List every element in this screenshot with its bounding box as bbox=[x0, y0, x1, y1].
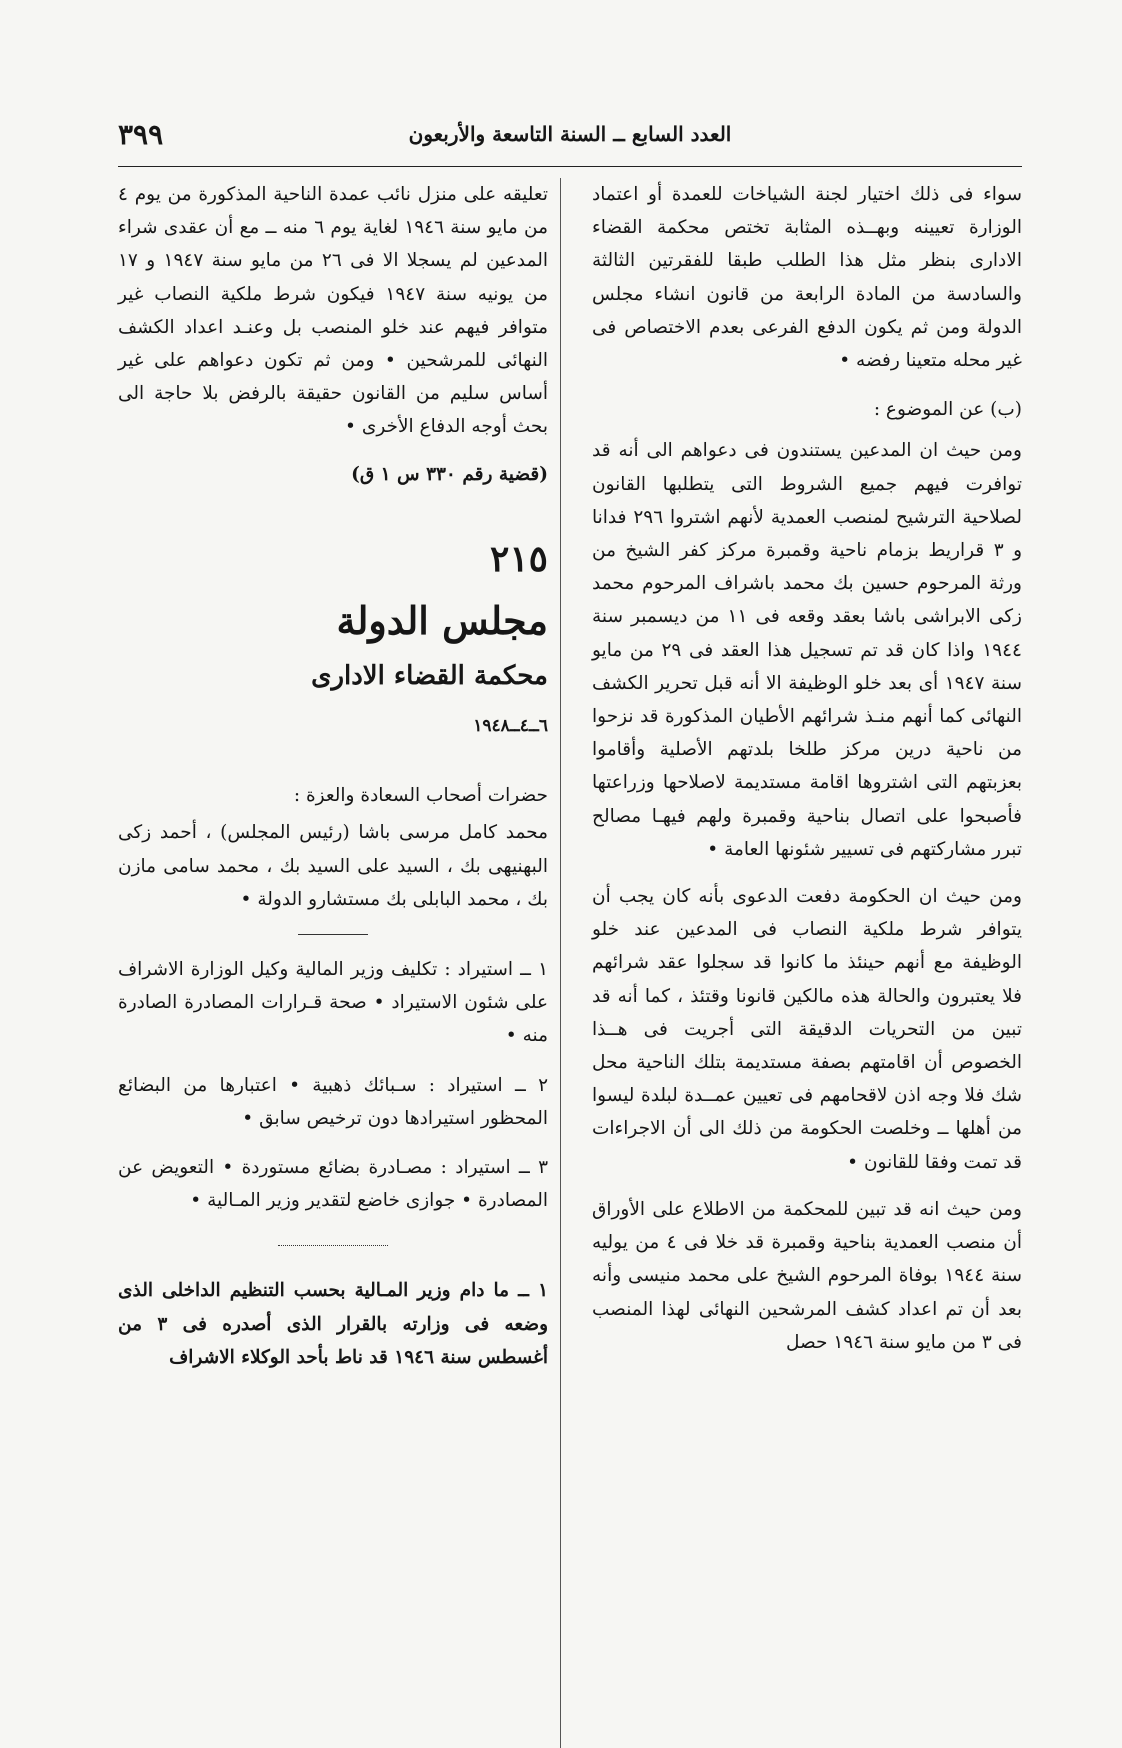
header-rule bbox=[118, 166, 1022, 167]
court-name: مجلس الدولة bbox=[336, 598, 548, 644]
case-reference: (قضية رقم ٣٣٠ س ١ ق) bbox=[351, 463, 548, 485]
page-number: ٣٩٩ bbox=[118, 118, 164, 151]
headnote: ٣ ــ استيراد : مصـادرة بضائع مستوردة • التعويض عن المصادرة • جوازى خاضع لتقدير وزير المـالية • bbox=[118, 1157, 548, 1212]
ruling-paragraph: ١ ــ ما دام وزير المـالية بحسب التنظيم الداخلى الذى وضعه فى وزارته بالقرار الذى أصدره فى ٣ من أغسطس سنة ١٩٤٦ قد ناط بأحد الوكلاء الاشراف bbox=[118, 1280, 549, 1368]
headnote: ٢ ــ استيراد : سـبائك ذهبية • اعتبارها من البضائع المحظور استيرادها دون ترخيص سابق • bbox=[118, 1074, 548, 1129]
attendance-intro: حضرات أصحاب السعادة والعزة : bbox=[293, 785, 548, 807]
paragraph: تعليقه على منزل نائب عمدة الناحية المذكورة من يوم ٤ من مايو سنة ١٩٤٦ لغاية يوم ٦ منه ــ مع أن عقدى شراء المدعين لم يسجلا الا فى ٢٦ من مايو سنة ١٩٤٧ و ١٧ من يونيه سنة ١٩٤٧ فيكون شرط ملكية النصاب غير متوافر فيهم عند خلو المنصب بل وعنـد اعداد الكشف النهائى للمرشحين • ومن ثم تكون دعواهم على غير أساس سليم من القانون حقيقة بالرفض بلا حاجة الى بحث أوجه الدفاع الأخرى • bbox=[118, 184, 548, 438]
paragraph: ومن حيث ان المدعين يستندون فى دعواهم الى أنه قد توافرت فيهم جميع الشروط التى يتطلبها القانون لصلاحية الترشيح لمنصب العمدية لأنهم اشتروا ٢٩٦ فدانا و ٣ قراريط بزمام ناحية وقمبرة مركز كفر الشيخ من ورثة المرحوم حسين بك محمد باشراف المرحوم محمد زكى الابراشى باشا بعقد وقعه فى ١١ من ديسمبر سنة ١٩٤٤ واذا كان قد تم تسجيل هذا العقد فى ٢٩ من مايو سنة ١٩٤٧ أى بعد خلو الوظيفة الا أنه قبل تحرير الكشف النهائى كما أنهم منـذ شرائهم الأطيان المذكورة قد نزحوا من ناحية درين مركز طلخا بلدتهم الأصلية وأقاموا بعزبتهم التى اشتروها اقامة مستديمة لاصلاحها وزراعتها فأصبحوا على اتصال بناحية وقمبرة ولهم فيهـا مصالح تبرر مشاركتهم فى تسيير شئونها العامة • bbox=[592, 440, 1022, 860]
dotted-separator bbox=[278, 1245, 388, 1246]
attendance-list: محمد كامل مرسى باشا (رئيس المجلس) ، أحمد زكى البهنيهى بك ، السيد على السيد بك ، محمد سامى مازن بك ، محمد البابلى بك مستشارو الدولة • bbox=[118, 822, 548, 910]
decision-number: ٢١٥ bbox=[489, 537, 548, 580]
tribunal-name: محكمة القضاء الادارى bbox=[311, 661, 548, 692]
paragraph: ومن حيث ان الحكومة دفعت الدعوى بأنه كان يجب أن يتوافر شرط ملكية النصاب فى المدعين عند خلو الوظيفة مع أنهم حينئذ ما كانوا قد سجلوا عقد شرائهم فلا يعتبرون والحالة هذه مالكين قانونا وقتئذ ، كما أنه قد تبين من التحريات الدقيقة التى أجريت فى هــذا الخصوص أن اقامتهم بصفة مستديمة بتلك الناحية محل شك فلا وجه اذن لاقحامهم فى تعيين عمــدة لبلدة ليسوا من أهلها ــ وخلصت الحكومة من ذلك الى أن الاجراءات قد تمت وفقا للقانون • bbox=[592, 886, 1022, 1173]
column-divider bbox=[560, 178, 561, 1748]
headnote: ١ ــ استيراد : تكليف وزير المالية وكيل الوزارة الاشراف على شئون الاستيراد • صحة قـرارات المصادرة الصادرة منه • bbox=[118, 959, 548, 1047]
right-column bbox=[592, 178, 1022, 1573]
separator bbox=[298, 934, 368, 935]
page-header bbox=[118, 118, 1022, 152]
issue-title: العدد السابع ــ السنة التاسعة والأربعون bbox=[408, 122, 732, 146]
decision-date: ٦ــ٤ــ١٩٤٨ bbox=[473, 716, 548, 737]
paragraph: ومن حيث انه قد تبين للمحكمة من الاطلاع على الأوراق أن منصب العمدية بناحية وقمبرة قد خلا فى ٤ من يوليه سنة ١٩٤٤ بوفاة المرحوم الشيخ على محمد منيسى وأنه بعد أن تم اعداد كشف المرشحين النهائى لهذا المنصب فى ٣ من مايو سنة ١٩٤٦ حصل bbox=[592, 1198, 1022, 1353]
left-column bbox=[118, 178, 548, 1573]
paragraph: سواء فى ذلك اختيار لجنة الشياخات للعمدة أو اعتماد الوزارة تعيينه وبهــذه المثابة تختص محكمة القضاء الادارى بنظر مثل هذا الطلب طبقا للفقرتين الثالثة والسادسة من المادة الرابعة من قانون انشاء مجلس الدولة ومن ثم يكون الدفع الفرعى بعدم الاختصاص فى غير محله متعينا رفضه • bbox=[592, 184, 1022, 372]
section-heading: (ب) عن الموضوع : bbox=[873, 399, 1022, 421]
